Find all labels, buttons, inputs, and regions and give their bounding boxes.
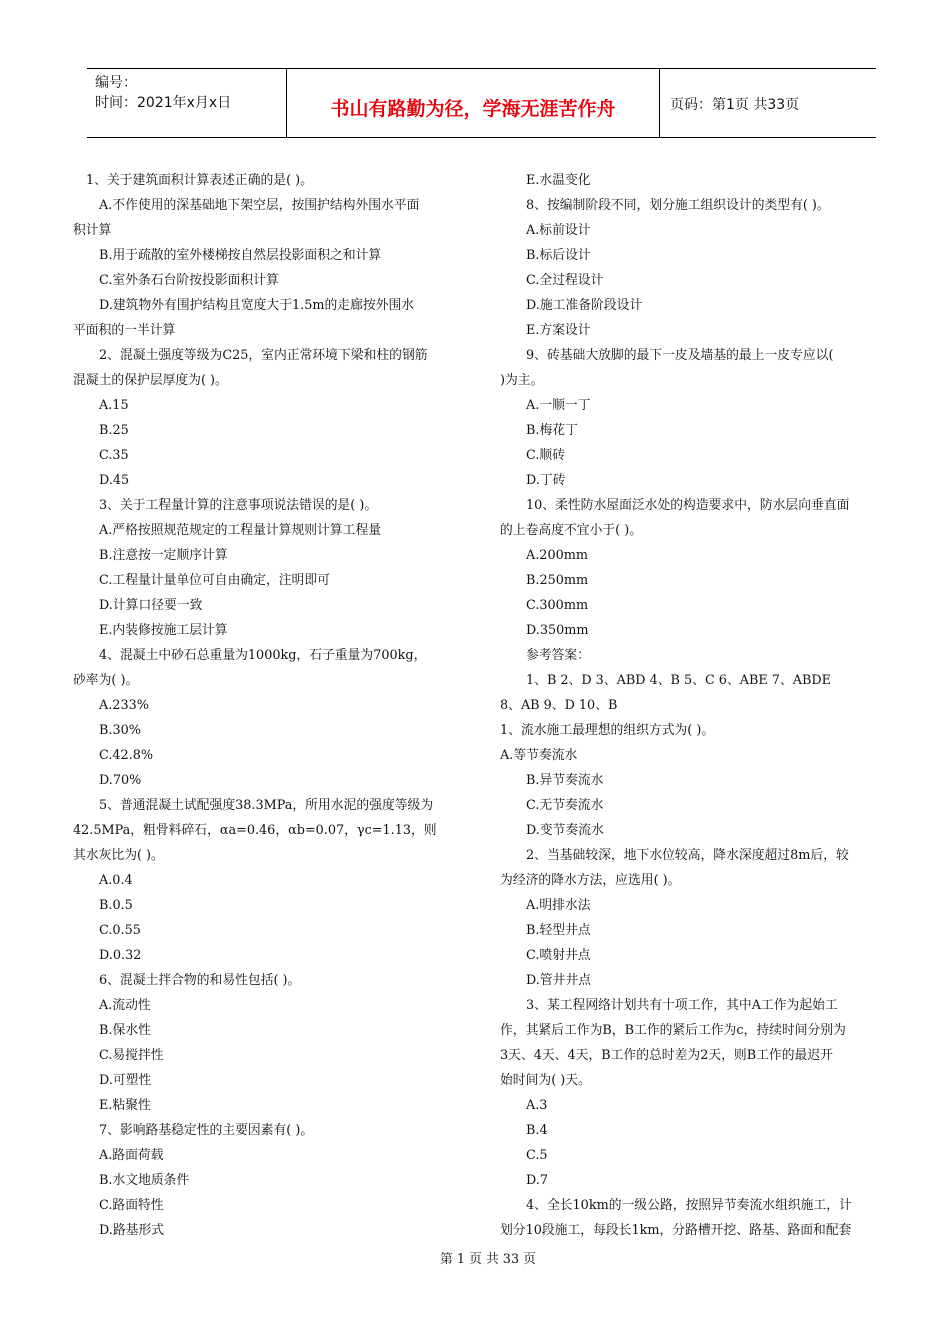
text-line: 42.5MPa，粗骨料碎石，αa=0.46，αb=0.07，γc=1.13，则 (73, 823, 437, 838)
text-line: D.7 (526, 1173, 549, 1188)
text-line: C.35 (99, 448, 129, 463)
text-line: C.工程量计量单位可自由确定，注明即可 (99, 573, 330, 588)
text-line: 参考答案： (526, 648, 590, 663)
text-line: D.0.32 (99, 948, 142, 963)
text-line: 6、混凝土拌合物的和易性包括( )。 (99, 973, 301, 988)
text-line: D.可塑性 (99, 1073, 152, 1088)
document-code-label: 编号： (95, 75, 137, 91)
text-line: C.5 (526, 1148, 548, 1163)
text-line: 1、关于建筑面积计算表述正确的是( )。 (86, 173, 313, 188)
text-line: D.施工准备阶段设计 (526, 298, 643, 313)
text-line: 始时间为( )天。 (500, 1073, 591, 1088)
text-line: B.注意按一定顺序计算 (99, 548, 228, 563)
text-line: C.室外条石台阶按投影面积计算 (99, 273, 279, 288)
text-line: 划分10段施工，每段长1km，分路槽开挖、路基、路面和配套 (500, 1223, 852, 1238)
text-line: B.保水性 (99, 1023, 151, 1038)
text-line: E.内装修按施工层计算 (99, 623, 228, 638)
text-line: D.45 (99, 473, 130, 488)
text-line: C.易搅拌性 (99, 1048, 164, 1063)
text-line: 的上卷高度不宜小于( )。 (500, 523, 643, 538)
text-line: C.42.8% (99, 748, 154, 763)
left-text-column (73, 168, 473, 1243)
text-line: 混凝土的保护层厚度为( )。 (73, 373, 228, 388)
text-line: 作，其紧后工作为B，B工作的紧后工作为c，持续时间分别为 (500, 1023, 846, 1038)
text-line: A.严格按照规范规定的工程量计算规则计算工程量 (99, 523, 382, 538)
text-line: B.25 (99, 423, 129, 438)
text-line: 3天、4天、4天，B工作的总时差为2天，则B工作的最迟开 (500, 1048, 833, 1063)
text-line: 平面积的一半计算 (73, 323, 176, 338)
text-line: 3、某工程网络计划共有十项工作，其中A工作为起始工 (526, 998, 838, 1013)
text-line: 4、全长10km的一级公路，按照异节奏流水组织施工，计 (526, 1198, 852, 1213)
text-line: B.标后设计 (526, 248, 591, 263)
text-line: 7、影响路基稳定性的主要因素有( )。 (99, 1123, 314, 1138)
text-line: A.200mm (526, 548, 589, 563)
text-line: 8、按编制阶段不同，划分施工组织设计的类型有( )。 (526, 198, 830, 213)
text-line: 10、柔性防水屋面泛水处的构造要求中，防水层向垂直面 (526, 498, 850, 513)
page-header (87, 68, 876, 138)
text-line: B.异节奏流水 (526, 773, 604, 788)
text-line: A.明排水法 (526, 898, 591, 913)
right-text-column (500, 168, 895, 1243)
text-line: B.梅花丁 (526, 423, 578, 438)
text-line: A.等节奏流水 (500, 748, 578, 763)
text-line: C.0.55 (99, 923, 141, 938)
text-line: B.30% (99, 723, 141, 738)
text-line: 为经济的降水方法，应选用( )。 (500, 873, 681, 888)
text-line: 2、当基础较深，地下水位较高，降水深度超过8m后，较 (526, 848, 849, 863)
text-line: C.300mm (526, 598, 589, 613)
text-line: A.3 (526, 1098, 548, 1113)
text-line: D.变节奏流水 (526, 823, 604, 838)
header-motto: 书山有路勤为径，学海无涯苦作舟 (287, 69, 660, 137)
text-line: D.丁砖 (526, 473, 566, 488)
text-line: 5、普通混凝土试配强度38.3MPa，所用水泥的强度等级为 (99, 798, 434, 813)
text-line: E.水温变化 (526, 173, 591, 188)
text-line: D.350mm (526, 623, 589, 638)
text-line: C.无节奏流水 (526, 798, 604, 813)
text-line: A.一顺一丁 (526, 398, 591, 413)
page-footer: 第 1 页 共 33 页 (440, 1252, 536, 1267)
text-line: 砂率为( )。 (73, 673, 139, 688)
text-line: A.流动性 (99, 998, 151, 1013)
text-line: B.4 (526, 1123, 548, 1138)
text-line: D.70% (99, 773, 142, 788)
text-line: A.不作使用的深基础地下架空层，按围护结构外围水平面 (99, 198, 420, 213)
document-time-label: 时间：2021年x月x日 (95, 95, 232, 111)
text-line: 3、关于工程量计算的注意事项说法错误的是( )。 (99, 498, 378, 513)
text-line: B.轻型井点 (526, 923, 591, 938)
text-line: D.建筑物外有围护结构且宽度大于1.5m的走廊按外围水 (99, 298, 415, 313)
text-line: C.顺砖 (526, 448, 565, 463)
text-line: 2、混凝土强度等级为C25，室内正常环境下梁和柱的钢筋 (99, 348, 428, 363)
text-line: B.用于疏散的室外楼梯按自然层投影面积之和计算 (99, 248, 382, 263)
text-line: D.计算口径要一致 (99, 598, 203, 613)
text-line: 8、AB 9、D 10、B (500, 698, 618, 713)
text-line: C.全过程设计 (526, 273, 604, 288)
text-line: B.250mm (526, 573, 589, 588)
text-line: 1、B 2、D 3、ABD 4、B 5、C 6、ABE 7、ABDE (526, 673, 831, 688)
text-line: B.0.5 (99, 898, 133, 913)
text-line: 其水灰比为( )。 (73, 848, 164, 863)
text-line: 积计算 (73, 223, 112, 238)
text-line: E.粘聚性 (99, 1098, 151, 1113)
text-line: B.水文地质条件 (99, 1173, 190, 1188)
text-line: 9、砖基础大放脚的最下一皮及墙基的最上一皮专应以( (526, 348, 834, 363)
text-line: A.233% (99, 698, 149, 713)
text-line: E.方案设计 (526, 323, 591, 338)
header-page-number: 页码：第1页 共33页 (670, 97, 800, 113)
text-line: 1、流水施工最理想的组织方式为( )。 (500, 723, 715, 738)
text-line: A.0.4 (99, 873, 133, 888)
text-line: D.管井井点 (526, 973, 592, 988)
header-meta (87, 69, 287, 137)
text-line: 4、混凝土中砂石总重量为1000kg，石子重量为700kg， (99, 648, 427, 663)
text-line: C.路面特性 (99, 1198, 164, 1213)
text-line: C.喷射井点 (526, 948, 591, 963)
text-line: A.15 (99, 398, 129, 413)
text-line: A.标前设计 (526, 223, 591, 238)
text-line: )为主。 (500, 373, 544, 388)
text-line: D.路基形式 (99, 1223, 165, 1238)
text-line: A.路面荷载 (99, 1148, 164, 1163)
